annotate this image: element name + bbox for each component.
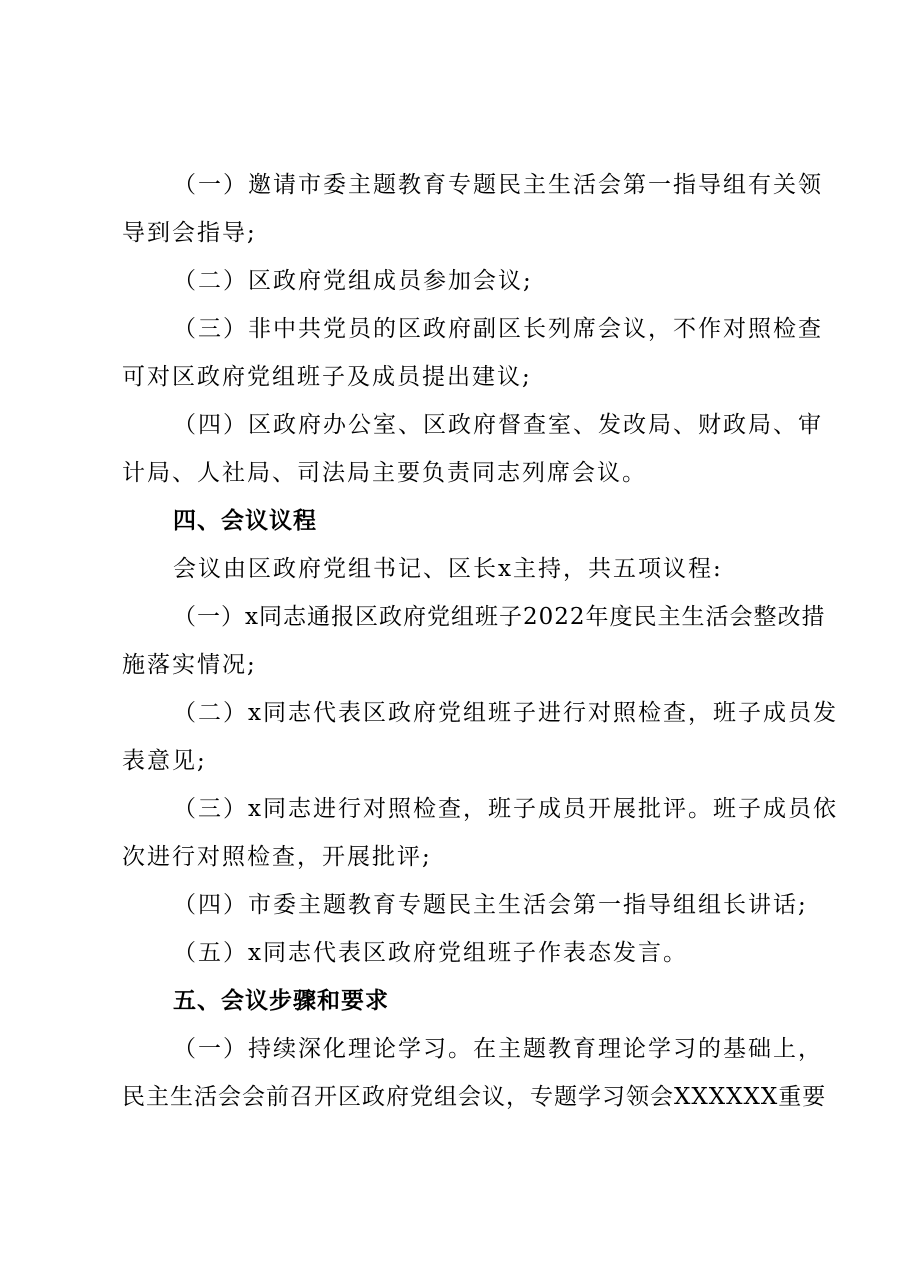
paragraph-line: （一）持续深化理论学习。在主题教育理论学习的基础上，	[173, 1036, 823, 1062]
paragraph-line: 计局、人社局、司法局主要负责同志列席会议。	[122, 460, 647, 486]
paragraph-line: （二）x同志代表区政府党组班子进行对照检查，班子成员发	[173, 700, 838, 726]
paragraph-line: 施落实情况;	[122, 652, 257, 678]
paragraph-line: （一）邀请市委主题教育专题民主生活会第一指导组有关领	[173, 172, 823, 198]
paragraph-line: 民主生活会会前召开区政府党组会议，专题学习领会XXXXXX重要	[122, 1084, 827, 1110]
paragraph-line: 次进行对照检查，开展批评;	[122, 844, 432, 870]
paragraph-line: （四）区政府办公室、区政府督查室、发改局、财政局、审	[173, 412, 823, 438]
paragraph-line: （一）x同志通报区政府党组班子2022年度民主生活会整改措	[173, 604, 826, 630]
paragraph-line: 可对区政府党组班子及成员提出建议;	[122, 364, 532, 390]
paragraph-line: （三）x同志进行对照检查，班子成员开展批评。班子成员依	[173, 796, 838, 822]
paragraph-line: （三）非中共党员的区政府副区长列席会议，不作对照检查	[173, 316, 823, 342]
paragraph-line: （四）市委主题教育专题民主生活会第一指导组组长讲话;	[173, 892, 808, 918]
paragraph-line: （二）区政府党组成员参加会议;	[173, 268, 533, 294]
section-heading: 四、会议议程	[173, 508, 317, 534]
paragraph-line: （五）x同志代表区政府党组班子作表态发言。	[173, 940, 688, 966]
paragraph-line: 会议由区政府党组书记、区长x主持，共五项议程:	[173, 556, 723, 582]
paragraph-line: 表意见;	[122, 748, 207, 774]
paragraph-line: 导到会指导;	[122, 220, 257, 246]
section-heading: 五、会议步骤和要求	[173, 988, 389, 1014]
